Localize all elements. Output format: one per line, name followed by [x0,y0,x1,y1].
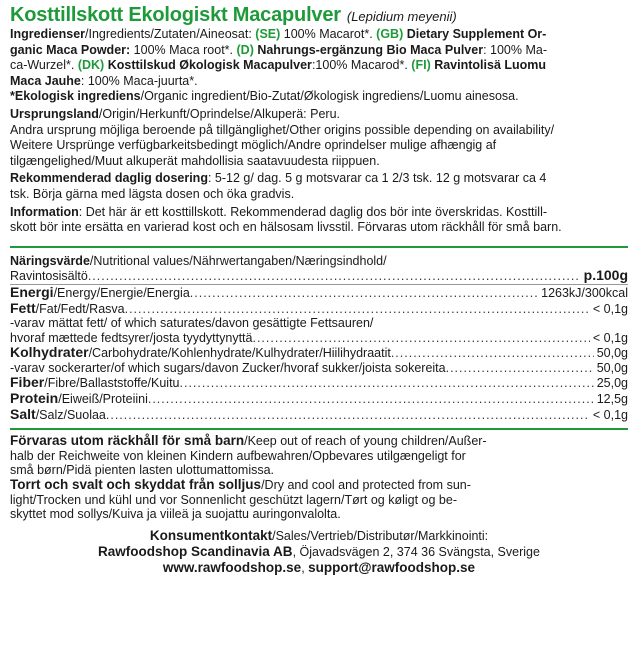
origin-note-1: Andra ursprung möjliga beroende på tillgänglighet/Other origins possible depending on availability/ [10,122,555,137]
dosage-text: : 5-12 g/ dag. 5 g motsvarar ca 1 2/3 tsk. 12 g motsvarar ca 4 [207,171,547,186]
latin-name: (Lepidium meyenii) [346,9,457,24]
nutrition-heading-label: Näringsvärde [10,253,90,268]
section-divider [10,246,628,248]
salt-translations: /Salz/Suolaa [35,407,106,422]
nutrition-row-protein [10,391,628,407]
storage-text-2: halb der Reichweite von kleinen Kindern aufbewahren/Opbevares utilgængeligt for [10,448,466,463]
lang-tag-gb: (GB) [376,27,404,41]
origin-country: /Origin/Herkunft/Oprindelse/Alkuperä: Peru. [98,106,340,121]
ingredients-fi: : 100% Maca-juurta*. [80,73,198,88]
storage-text-1: /Keep out of reach of young children/Außer- [244,434,487,449]
salt-label: Salt [10,405,36,422]
protein-translations: /Eiweiß/Proteiini [58,392,148,407]
nutrition-heading [10,254,628,269]
ingredients-d2: ca-Wurzel*. [10,58,78,73]
protein-label: Protein [10,390,59,407]
protein-value: 12,5g [596,392,628,407]
ingredients-dk-head: Kosttilskud Økologisk Macapulver [104,58,312,73]
lang-tag-fi: (FI) [411,58,431,73]
storage-text-6: skyttet mod sollys/Kuiva ja viileä ja suojattu auringonvalolta. [10,507,341,522]
lang-tag-dk: (DK) [77,58,105,73]
contact-label: Konsumentkontakt [149,527,273,543]
saturates-line-2: hvoraf mættede fedtsyrer/josta tyydyttynyttä [10,330,253,345]
ingredients-section [10,27,628,89]
ingredients-translations: /Ingredients/Zutaten/Aineosat: [85,27,256,41]
ingredients-dk: :100% Macarod*. [311,58,412,73]
carbs-label: Kolhydrater [10,344,89,361]
section-divider-2 [10,428,628,430]
information-text-2: skott bör inte ersätta en varierad kost och en hälsosam livsstil. Förvaras utom räckhåll för små barn. [10,220,562,235]
nutrition-table [10,254,628,423]
per-100g-label: p.100g [583,267,628,284]
contact-section [10,528,628,576]
saturates-value: < 0,1g [592,330,628,345]
title-row [10,4,628,27]
origin-section [10,107,628,169]
lang-tag-d: (D) [236,42,254,57]
ingredients-se: 100% Macarot*. [280,27,377,41]
fibre-translations: /Fibre/Ballaststoffe/Kuitu [44,376,180,391]
dosage-section [10,171,628,202]
product-title: Kosttillskott Ekologiskt Macapulver [10,4,341,26]
storage-section [10,434,628,522]
contact-separator: , [301,560,309,575]
nutrition-row-fibre [10,375,628,391]
energy-value: 1263kJ/300kcal [541,285,628,300]
storage-label-2: Torrt och svalt och skyddat från solljus [10,477,262,493]
nutrition-per-row [10,268,628,285]
product-label [10,4,628,576]
nutrition-row-saturates [10,331,628,346]
sugars-label: -varav sockerarter/of which sugars/davon Zucker/hvoraf sukker/joista sokereita [10,360,446,375]
nutrition-heading-fi: Ravintosisältö [10,269,88,284]
sugars-value: 50,0g [596,360,628,375]
information-text: : Det här är ett kosttillskott. Rekommenderad daglig dos bör inte överskridas. Kosttill- [78,204,548,219]
email-link[interactable]: support@rawfoodshop.se [308,559,476,575]
company-address: , Öjavadsvägen 2, 374 36 Svängsta, Sverige [292,544,540,559]
nutrition-row-energy [10,285,628,301]
organic-note [10,89,628,105]
origin-label: Ursprungsland [10,106,99,121]
nutrition-row-fat [10,301,628,317]
nutrition-heading-translations: /Nutritional values/Nährwertangaben/Næringsindhold/ [89,253,387,268]
ingredients-fi-head: Ravintolisä Luomu [430,58,547,73]
fat-label: Fett [10,299,36,316]
carbs-translations: /Carbohydrate/Kohlenhydrate/Kulhydrater/Hiilihydraatit [88,346,391,361]
ingredients-label: Ingredienser [10,27,86,41]
nutrition-row-salt [10,407,628,423]
dosage-text-2: tsk. Börja gärna med lägsta dosen och öka gradvis. [10,186,295,201]
fibre-value: 25,0g [596,376,628,391]
nutrition-row-sugars [10,361,628,376]
fibre-label: Fiber [10,374,45,391]
ingredients-d-head: Nahrungs-ergänzung Bio Maca Pulver [253,42,484,57]
origin-note-3: tilgængelighed/Muut alkuperät mahdollisia saatavuudesta riippuen. [10,153,380,168]
contact-roles: /Sales/Vertrieb/Distributør/Markkinointi: [272,528,489,543]
storage-label: Förvaras utom räckhåll för små barn [10,433,245,449]
carbs-value: 50,0g [596,346,628,361]
organic-label: *Ekologisk ingrediens [10,89,141,104]
website-link[interactable]: www.rawfoodshop.se [162,559,302,575]
ingredients-gb-head2: ganic Maca Powder: [10,42,131,57]
ingredients-d: : 100% Ma- [483,42,547,57]
origin-note-2: Weitere Ursprünge verfügbarkeitsbedingt möglich/Andre oprindelser mulige afhængig af [10,138,497,153]
lang-tag-se: (SE) [255,27,281,41]
dosage-label: Rekommenderad daglig dosering [10,171,208,186]
information-label: Information [10,204,79,219]
fat-value: < 0,1g [592,301,628,316]
storage-text-4: /Dry and cool and protected from sun- [261,478,471,493]
storage-text-3: små børn/Pidä pienten lasten ulottumattomissa. [10,463,275,478]
ingredients-gb: 100% Maca root*. [130,42,237,57]
saturates-line-1: -varav mättat fett/ of which saturates/davon gesättigte Fettsauren/ [10,316,374,331]
energy-translations: /Energy/Energie/Energia [53,285,190,300]
storage-text-5: light/Trocken und kühl und vor Sonnenlicht geschützt lagern/Tørt og køligt og be- [10,492,457,507]
ingredients-gb-head: Dietary Supplement Or- [403,27,547,41]
salt-value: < 0,1g [592,407,628,422]
fat-translations: /Fat/Fedt/Rasva [35,301,125,316]
company-name: Rawfoodshop Scandinavia AB [98,543,293,559]
information-section [10,205,628,236]
ingredients-fi-head2: Maca Jauhe [10,73,81,88]
organic-translations: /Organic ingredient/Bio-Zutat/Økologisk ingrediens/Luomu ainesosa. [140,89,519,104]
nutrition-row-carbs [10,345,628,361]
energy-label: Energi [10,283,54,300]
